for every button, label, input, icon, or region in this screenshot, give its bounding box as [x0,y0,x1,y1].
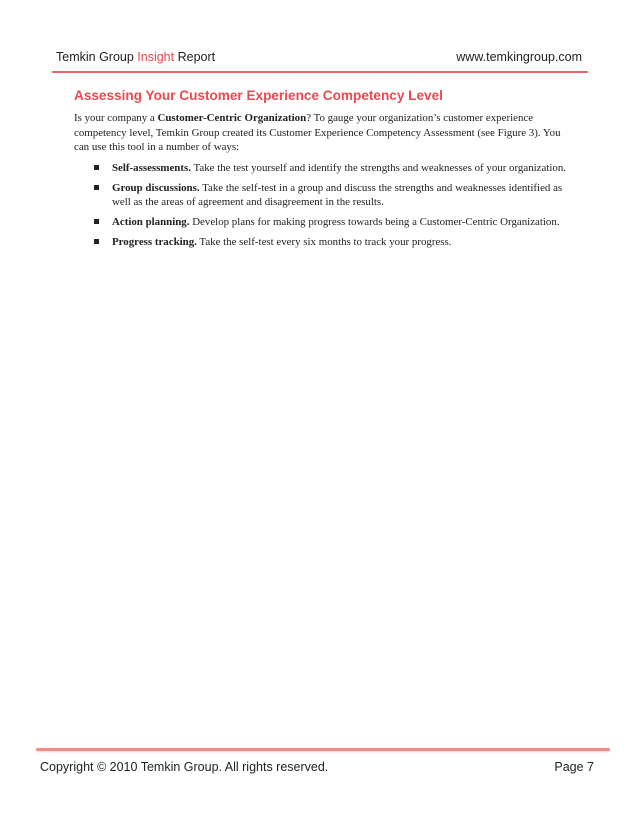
list-item-term: Group discussions. [112,181,200,194]
list-item [74,181,574,209]
intro-text-start: Is your company a [74,112,158,124]
usage-list [74,161,574,249]
header-divider [52,71,588,73]
footer-divider [36,748,610,751]
brand-suffix: Report [174,50,216,64]
intro-text-end: ? To gauge your organization’s customer experience competency level, Temkin Group created its Customer Experience Competency Assessment (see Figure 3). You can use this tool in a number of ways: [74,112,561,153]
section-title: Assessing Your Customer Experience Competency Level [74,88,443,103]
main-content [74,88,574,255]
brand-prefix: Temkin Group [56,50,138,64]
list-item-term: Action planning. [112,215,190,228]
copyright-notice: Copyright © 2010 Temkin Group. All rights reserved. [40,760,329,774]
intro-bold-term: Customer-Centric Organization [157,112,307,124]
website-url: www.temkingroup.com [456,50,582,64]
list-item [74,235,574,249]
list-item-text: Take the test yourself and identify the strengths and weaknesses of your organization. [190,161,567,174]
list-item [74,161,574,175]
square-bullet-icon [94,219,99,224]
list-item-text: Take the self-test every six months to track your progress. [196,235,452,248]
intro-paragraph [74,111,574,155]
report-brand [56,50,215,64]
list-item-text: Develop plans for making progress towards being a Customer-Centric Organization. [189,215,560,228]
square-bullet-icon [94,185,99,190]
page-header [56,50,582,72]
page-number: Page 7 [554,760,594,774]
list-item-text: Take the self-test in a group and discuss the strengths and weaknesses identified as well as the areas of agreement and disagreement in the results. [112,181,563,208]
square-bullet-icon [94,165,99,170]
list-item-term: Self-assessments. [112,161,191,174]
square-bullet-icon [94,239,99,244]
list-item-term: Progress tracking. [112,235,197,248]
brand-accent: Insight [137,50,175,64]
list-item [74,215,574,229]
